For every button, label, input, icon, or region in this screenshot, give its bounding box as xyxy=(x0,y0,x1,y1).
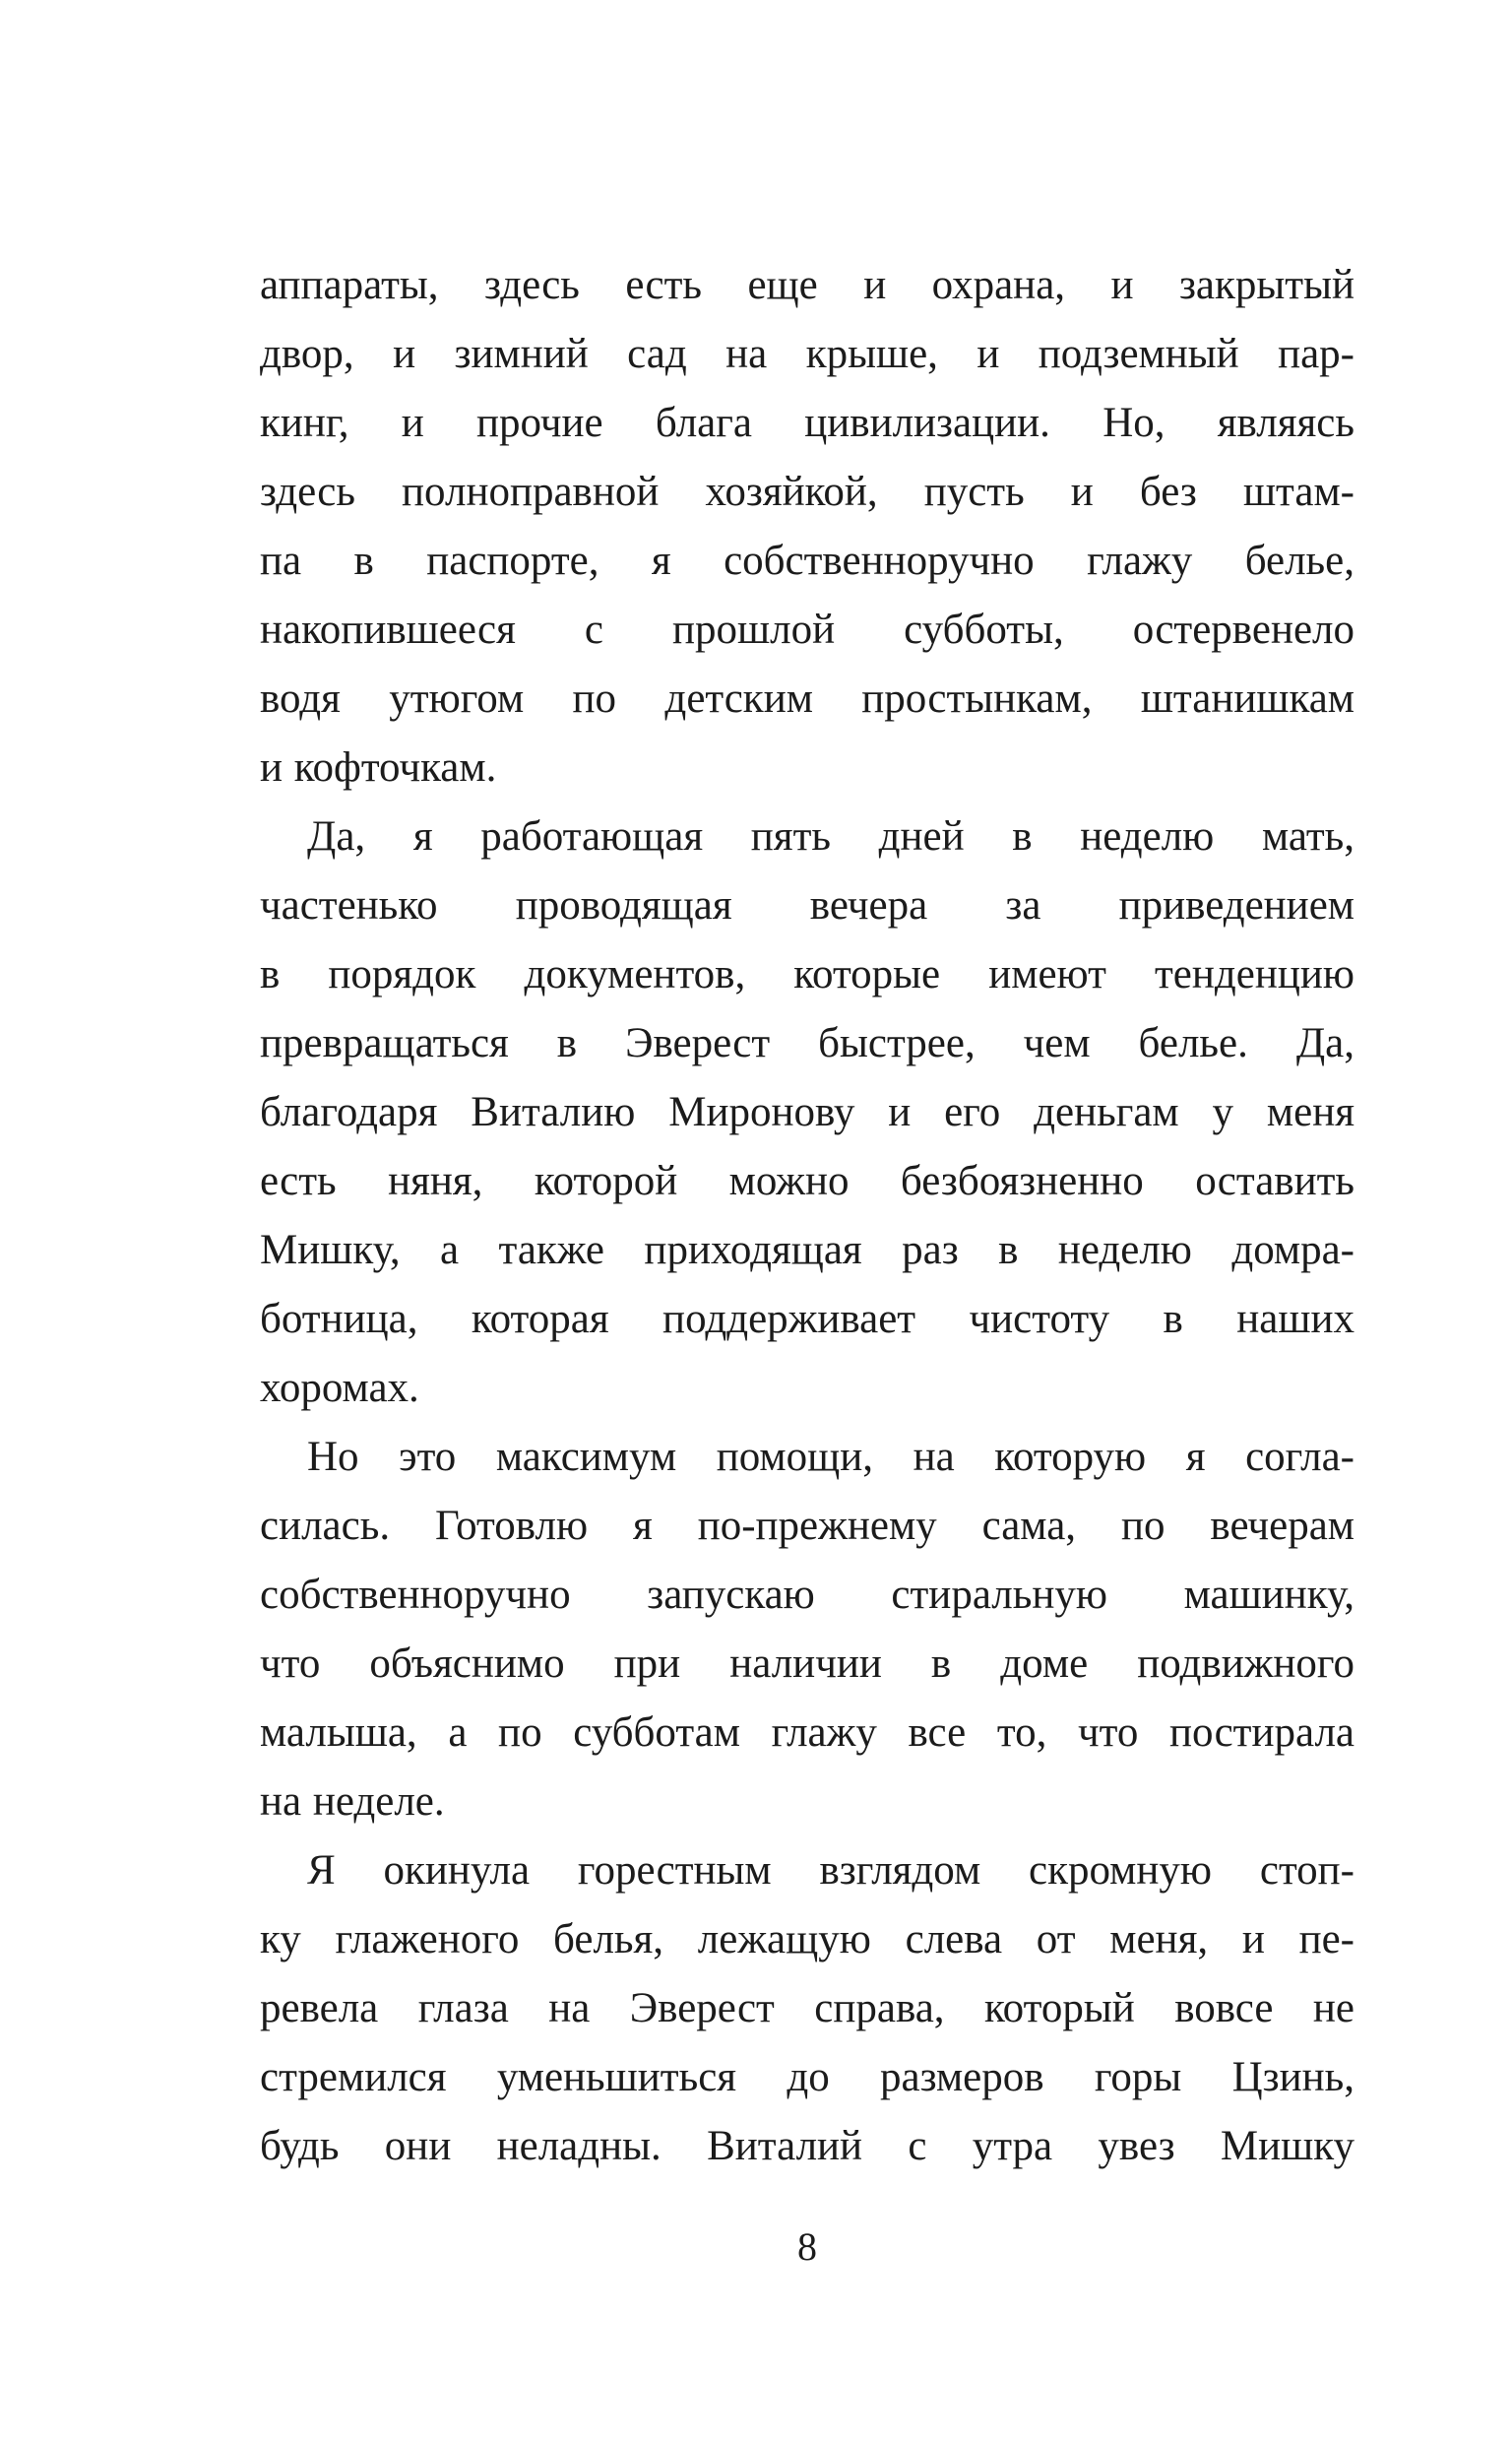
text-line: Мишку, а также приходящая раз в неделю домра- xyxy=(260,1227,1354,1273)
paragraph xyxy=(260,803,1354,1423)
text-line: будь они неладны. Виталий с утра увез Мишку xyxy=(260,2123,1354,2169)
text-line: на неделе. xyxy=(260,1778,445,1825)
text-line: частенько проводящая вечера за приведением xyxy=(260,882,1354,929)
text-line: здесь полноправной хозяйкой, пусть и без штам- xyxy=(260,469,1354,515)
text-line: стремился уменьшиться до размеров горы Цзинь, xyxy=(260,2054,1354,2100)
text-line: Да, я работающая пять дней в неделю мать, xyxy=(307,813,1354,860)
text-line: малыша, а по субботам глажу все то, что постирала xyxy=(260,1709,1354,1756)
text-line: ревела глаза на Эверест справа, который вовсе не xyxy=(260,1985,1354,2031)
text-line: кинг, и прочие блага цивилизации. Но, являясь xyxy=(260,400,1354,446)
text-line: ботница, которая поддерживает чистоту в наших xyxy=(260,1296,1354,1342)
text-line: Я окинула горестным взглядом скромную стоп- xyxy=(307,1847,1354,1894)
text-block xyxy=(260,251,1354,2181)
text-line: двор, и зимний сад на крыше, и подземный пар- xyxy=(260,331,1354,377)
paragraph xyxy=(260,1423,1354,1836)
paragraph xyxy=(260,251,1354,803)
text-line: накопившееся с прошлой субботы, остервенело xyxy=(260,607,1354,653)
text-line: благодаря Виталию Миронову и его деньгам у меня xyxy=(260,1089,1354,1135)
text-line: водя утюгом по детским простынкам, штанишкам xyxy=(260,675,1354,722)
text-line: и кофточкам. xyxy=(260,744,497,791)
text-line: превращаться в Эверест быстрее, чем белье. Да, xyxy=(260,1020,1354,1066)
text-line: хоромах. xyxy=(260,1365,419,1411)
text-line: Но это максимум помощи, на которую я согла- xyxy=(307,1434,1354,1480)
text-line: силась. Готовлю я по-прежнему сама, по вечерам xyxy=(260,1503,1354,1549)
text-line: в порядок документов, которые имеют тенденцию xyxy=(260,951,1354,997)
text-line: аппараты, здесь есть еще и охрана, и закрытый xyxy=(260,262,1354,308)
text-line: ку глаженого белья, лежащую слева от меня, и пе- xyxy=(260,1916,1354,1962)
text-line: что объяснимо при наличии в доме подвижного xyxy=(260,1640,1354,1687)
text-line: собственноручно запускаю стиральную машинку, xyxy=(260,1572,1354,1618)
paragraph xyxy=(260,1836,1354,2181)
text-line: есть няня, которой можно безбоязненно оставить xyxy=(260,1158,1354,1204)
page-number: 8 xyxy=(797,2224,817,2269)
text-line: па в паспорте, я собственноручно глажу белье, xyxy=(260,538,1354,584)
